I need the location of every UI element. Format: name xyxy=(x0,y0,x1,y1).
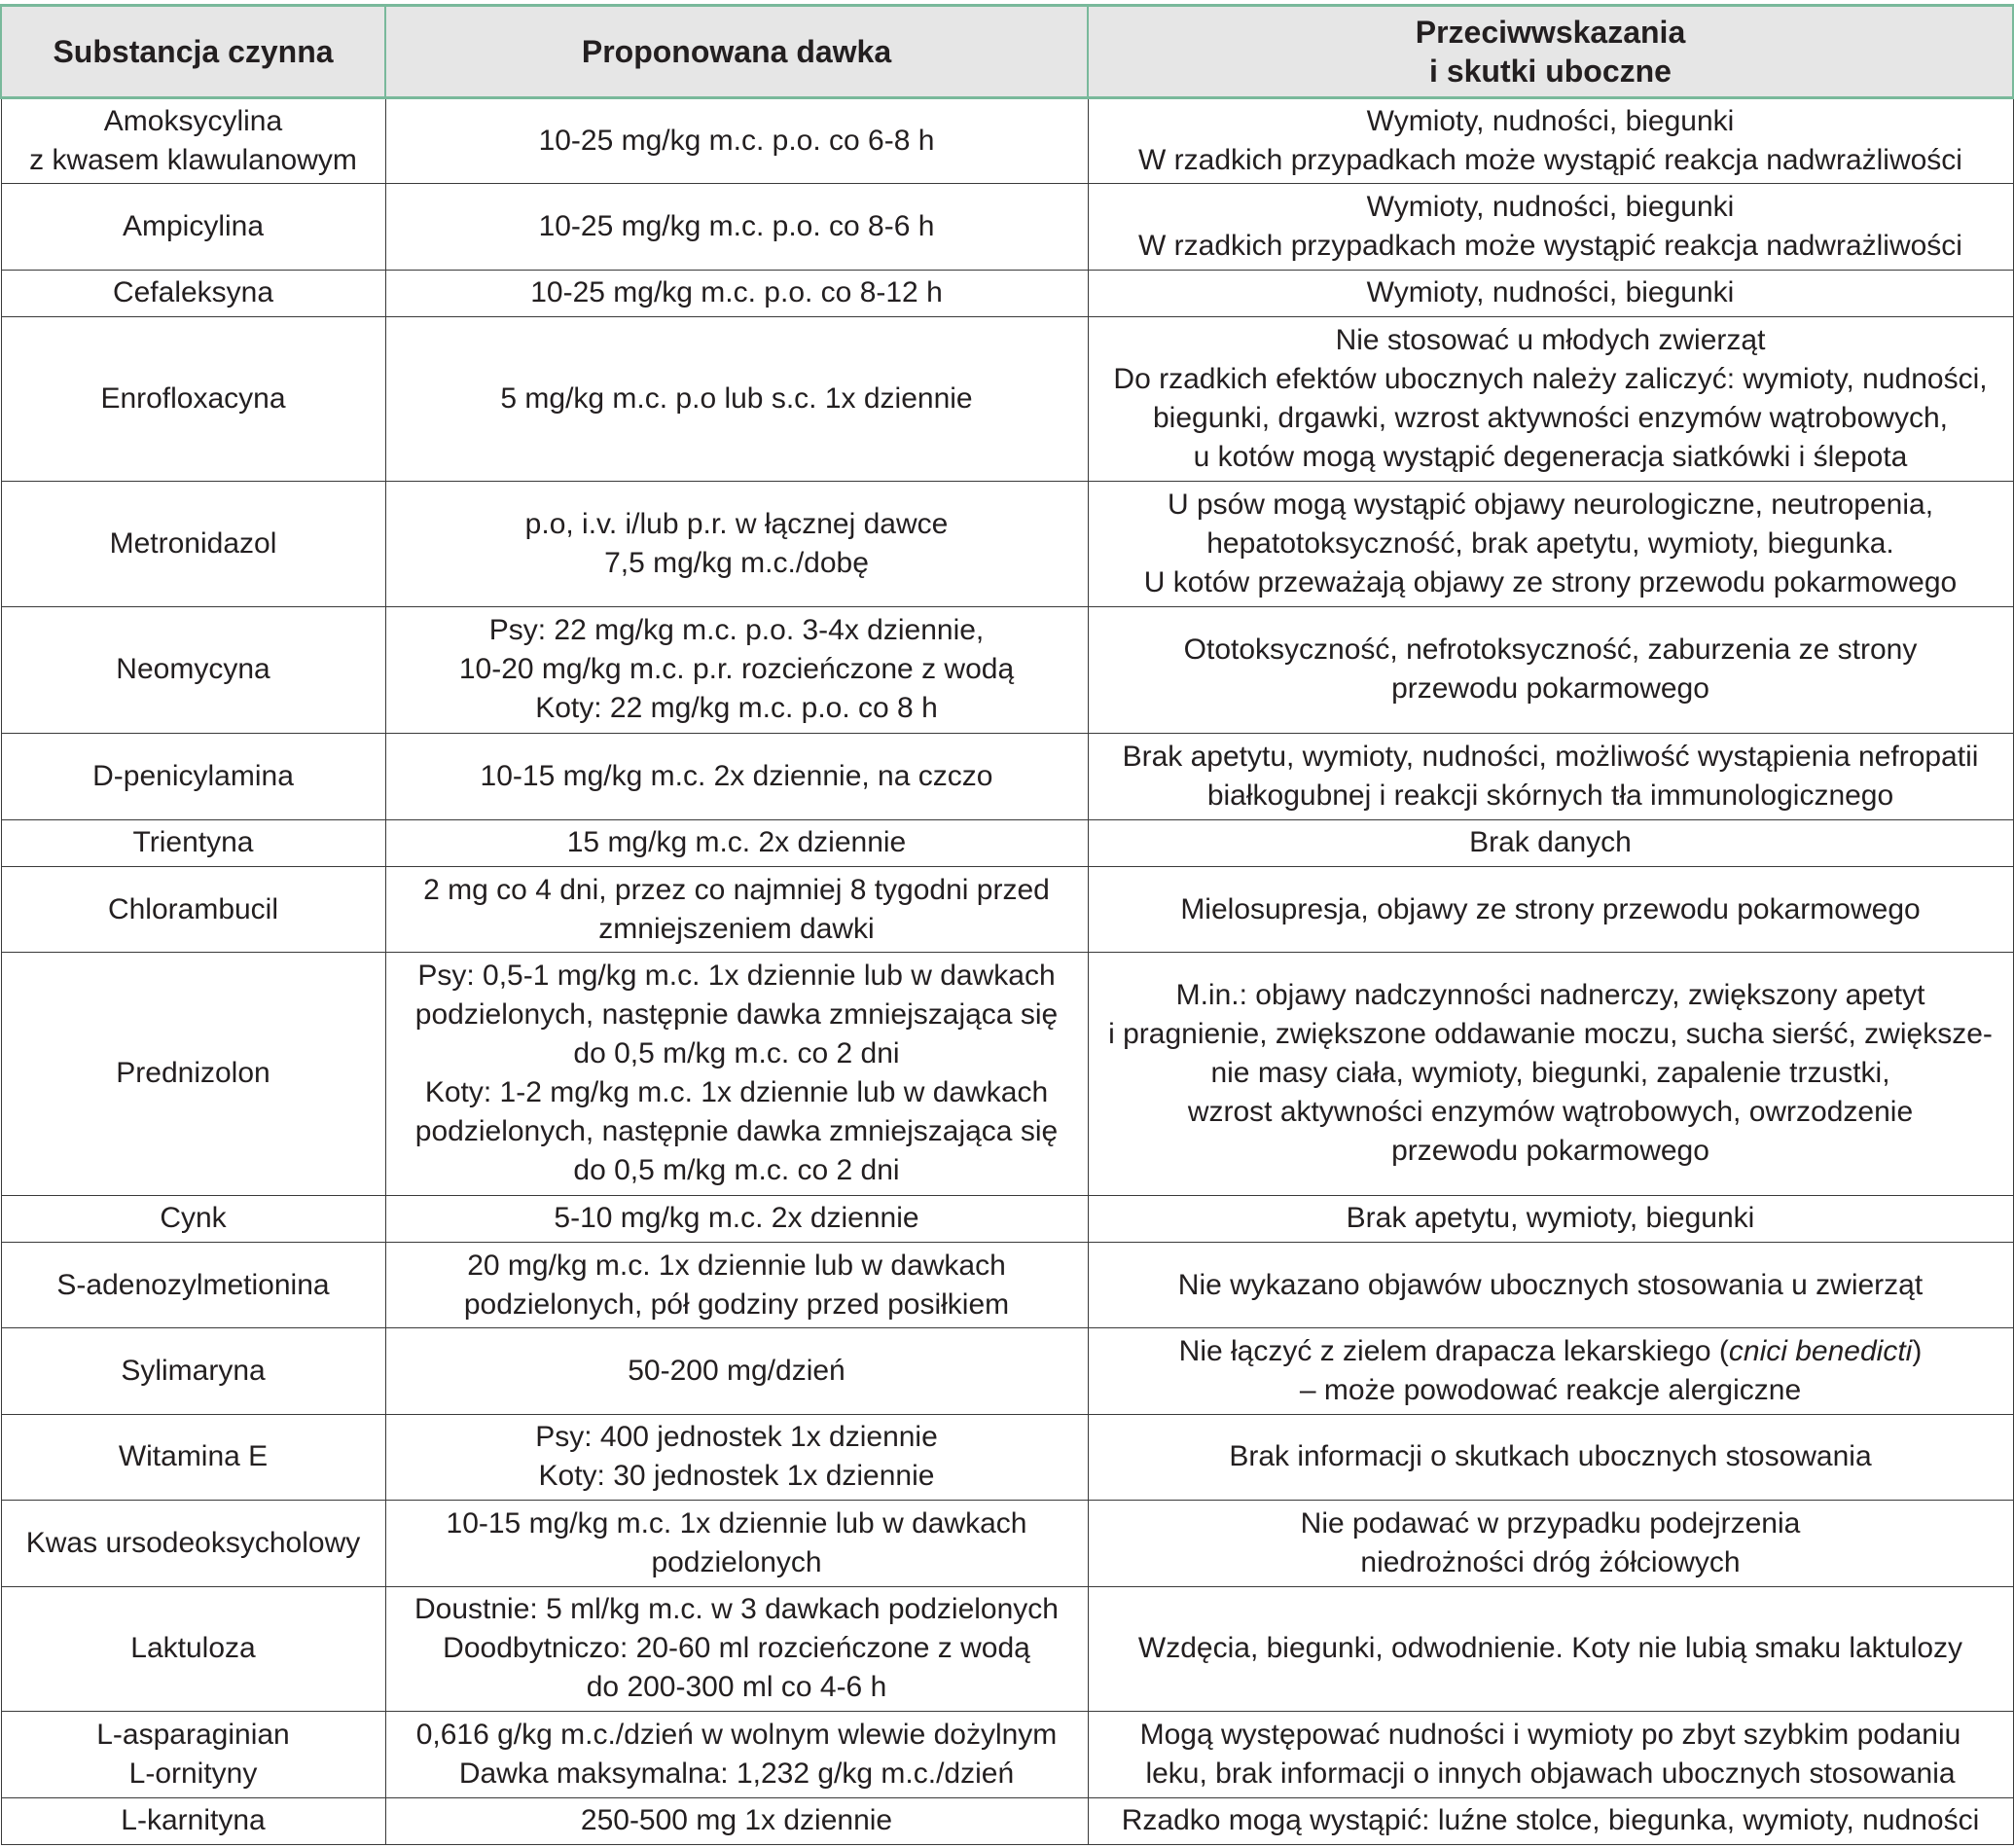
substance-cell: D-penicylamina xyxy=(1,734,385,819)
dose-cell: Psy: 22 mg/kg m.c. p.o. 3-4x dziennie, 10-20 mg/kg m.c. p.r. rozcieńczone z wodą Koty: 22 mg/kg m.c. p.o. co 8 h xyxy=(385,606,1088,734)
effects-cell: Wymioty, nudności, biegunki W rzadkich przypadkach może wystąpić reakcja nadwrażliwości xyxy=(1088,98,2013,184)
dose-cell: 10-25 mg/kg m.c. p.o. co 8-12 h xyxy=(385,270,1088,316)
table-row xyxy=(1,1242,2013,1327)
table-row xyxy=(1,184,2013,270)
dose-cell: 250-500 mg 1x dziennie xyxy=(385,1797,1088,1844)
dose-cell: 50-200 mg/dzień xyxy=(385,1328,1088,1414)
table-row xyxy=(1,317,2013,482)
substance-cell: Metronidazol xyxy=(1,481,385,606)
header-dose: Proponowana dawka xyxy=(385,6,1088,98)
effects-cell: Wymioty, nudności, biegunki W rzadkich przypadkach może wystąpić reakcja nadwrażliwości xyxy=(1088,184,2013,270)
table-row xyxy=(1,270,2013,316)
effects-latin-name: cnici benedicti xyxy=(1728,1334,1913,1367)
effects-text-end: ) – może powodować reakcje alergiczne xyxy=(1299,1334,1923,1406)
effects-cell: Brak informacji o skutkach ubocznych stosowania xyxy=(1088,1414,2013,1500)
effects-cell: Nie podawać w przypadku podejrzenia niedrożności dróg żółciowych xyxy=(1088,1501,2013,1586)
effects-cell: Rzadko mogą wystąpić: luźne stolce, biegunka, wymioty, nudności xyxy=(1088,1797,2013,1844)
substance-cell: L-karnityna xyxy=(1,1797,385,1844)
substance-cell: Laktuloza xyxy=(1,1586,385,1712)
substance-cell: Ampicylina xyxy=(1,184,385,270)
substance-cell: Cefaleksyna xyxy=(1,270,385,316)
dose-cell: Psy: 0,5-1 mg/kg m.c. 1x dziennie lub w dawkach podzielonych, następnie dawka zmniejszająca się do 0,5 m/kg m.c. co 2 dni Koty: 1-2 mg/kg m.c. 1x dziennie lub w dawkach podzielonych, następnie dawka zmniejszająca się do 0,5 m/kg m.c. co 2 dni xyxy=(385,953,1088,1195)
effects-cell: Nie stosować u młodych zwierząt Do rzadkich efektów ubocznych należy zaliczyć: wymioty, nudności, biegunki, drgawki, wzrost aktywności enzymów wątrobowych, u kotów mogą wystąpić degeneracja siatkówki i ślepota xyxy=(1088,317,2013,482)
substance-cell: Sylimaryna xyxy=(1,1328,385,1414)
table-row xyxy=(1,1712,2013,1797)
substance-cell: Chlorambucil xyxy=(1,866,385,952)
effects-cell: Brak danych xyxy=(1088,819,2013,866)
table-row xyxy=(1,98,2013,184)
dose-cell: Psy: 400 jednostek 1x dziennie Koty: 30 jednostek 1x dziennie xyxy=(385,1414,1088,1500)
header-effects: Przeciwwskazania i skutki uboczne xyxy=(1088,6,2013,98)
dose-cell: 5-10 mg/kg m.c. 2x dziennie xyxy=(385,1195,1088,1242)
effects-cell: Brak apetytu, wymioty, biegunki xyxy=(1088,1195,2013,1242)
effects-cell xyxy=(1088,1328,2013,1414)
table-row xyxy=(1,481,2013,606)
substance-cell: S-adenozylmetionina xyxy=(1,1242,385,1327)
header-row xyxy=(1,6,2013,98)
substance-cell: L-asparaginian L-ornityny xyxy=(1,1712,385,1797)
effects-cell: M.in.: objawy nadczynności nadnerczy, zwiększony apetyt i pragnienie, zwiększone oddawanie moczu, sucha sierść, zwiększe- nie masy ciała, wymioty, biegunki, zapalenie trzustki, wzrost aktywności enzymów wątrobowych, owrzodzenie przewodu pokarmowego xyxy=(1088,953,2013,1195)
effects-cell: Mielosupresja, objawy ze strony przewodu pokarmowego xyxy=(1088,866,2013,952)
table-row xyxy=(1,819,2013,866)
substance-cell: Trientyna xyxy=(1,819,385,866)
table-row xyxy=(1,1195,2013,1242)
effects-cell: Ototoksyczność, nefrotoksyczność, zaburzenia ze strony przewodu pokarmowego xyxy=(1088,606,2013,734)
table-row xyxy=(1,1797,2013,1844)
dose-cell: 10-15 mg/kg m.c. 1x dziennie lub w dawkach podzielonych xyxy=(385,1501,1088,1586)
table-row xyxy=(1,1414,2013,1500)
substance-cell: Prednizolon xyxy=(1,953,385,1195)
substance-cell: Cynk xyxy=(1,1195,385,1242)
dose-cell: 10-15 mg/kg m.c. 2x dziennie, na czczo xyxy=(385,734,1088,819)
table-row xyxy=(1,1501,2013,1586)
effects-cell: Brak apetytu, wymioty, nudności, możliwość wystąpienia nefropatii białkogubnej i reakcji skórnych tła immunologicznego xyxy=(1088,734,2013,819)
effects-cell: Mogą występować nudności i wymioty po zbyt szybkim podaniu leku, brak informacji o innych objawach ubocznych stosowania xyxy=(1088,1712,2013,1797)
dose-cell: 2 mg co 4 dni, przez co najmniej 8 tygodni przed zmniejszeniem dawki xyxy=(385,866,1088,952)
dose-cell: Doustnie: 5 ml/kg m.c. w 3 dawkach podzielonych Doodbytniczo: 20-60 ml rozcieńczone z wodą do 200-300 ml co 4-6 h xyxy=(385,1586,1088,1712)
substance-cell: Enrofloxacyna xyxy=(1,317,385,482)
table-row xyxy=(1,1328,2013,1414)
table-row xyxy=(1,606,2013,734)
substance-cell: Neomycyna xyxy=(1,606,385,734)
effects-cell: Wymioty, nudności, biegunki xyxy=(1088,270,2013,316)
drug-table xyxy=(0,4,2014,1845)
dose-cell: 5 mg/kg m.c. p.o lub s.c. 1x dziennie xyxy=(385,317,1088,482)
header-substance: Substancja czynna xyxy=(1,6,385,98)
dose-cell: 0,616 g/kg m.c./dzień w wolnym wlewie dożylnym Dawka maksymalna: 1,232 g/kg m.c./dzień xyxy=(385,1712,1088,1797)
table-row xyxy=(1,866,2013,952)
dose-cell: 10-25 mg/kg m.c. p.o. co 6-8 h xyxy=(385,98,1088,184)
dose-cell: 15 mg/kg m.c. 2x dziennie xyxy=(385,819,1088,866)
substance-cell: Witamina E xyxy=(1,1414,385,1500)
effects-cell: U psów mogą wystąpić objawy neurologiczne, neutropenia, hepatotoksyczność, brak apetytu, wymioty, biegunka. U kotów przeważają objawy ze strony przewodu pokarmowego xyxy=(1088,481,2013,606)
table-row xyxy=(1,1586,2013,1712)
table-row xyxy=(1,953,2013,1195)
table-row xyxy=(1,734,2013,819)
dose-cell: p.o, i.v. i/lub p.r. w łącznej dawce 7,5 mg/kg m.c./dobę xyxy=(385,481,1088,606)
substance-cell: Kwas ursodeoksycholowy xyxy=(1,1501,385,1586)
dose-cell: 20 mg/kg m.c. 1x dziennie lub w dawkach podzielonych, pół godziny przed posiłkiem xyxy=(385,1242,1088,1327)
effects-cell: Nie wykazano objawów ubocznych stosowania u zwierząt xyxy=(1088,1242,2013,1327)
substance-cell: Amoksycylina z kwasem klawulanowym xyxy=(1,98,385,184)
effects-text-start: Nie łączyć z zielem drapacza lekarskiego ( xyxy=(1178,1334,1729,1367)
dose-cell: 10-25 mg/kg m.c. p.o. co 8-6 h xyxy=(385,184,1088,270)
effects-cell: Wzdęcia, biegunki, odwodnienie. Koty nie lubią smaku laktulozy xyxy=(1088,1586,2013,1712)
